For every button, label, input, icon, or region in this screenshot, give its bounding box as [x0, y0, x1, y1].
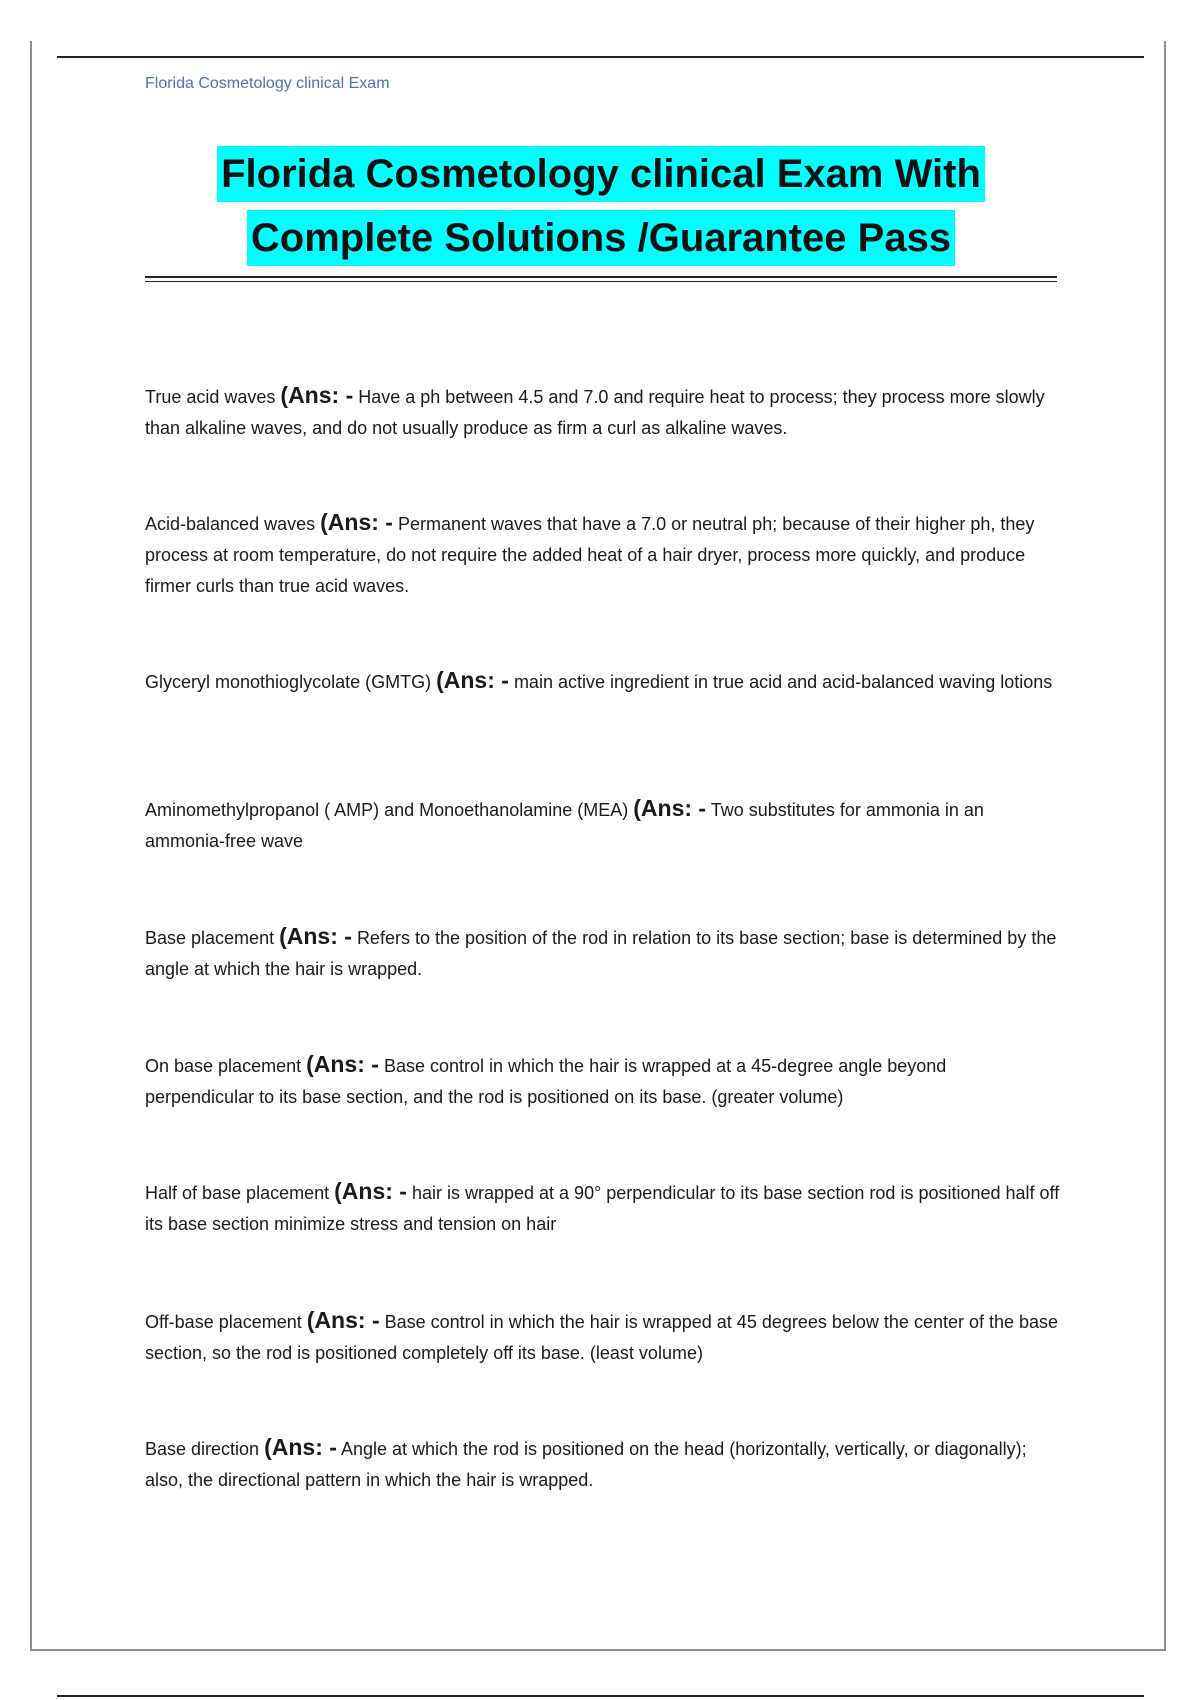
- qa-term: Half of base placement: [145, 1183, 330, 1203]
- ans-label: (Ans: -: [280, 382, 354, 408]
- top-rule: [57, 56, 1144, 58]
- qa-item: [145, 921, 1060, 1049]
- ans-label: (Ans: -: [306, 1307, 380, 1333]
- ans-label: (Ans: -: [264, 1434, 337, 1460]
- qa-term: Off-base placement: [145, 1312, 302, 1332]
- qa-term: Base direction: [145, 1439, 260, 1459]
- qa-term: True acid waves: [145, 387, 276, 407]
- qa-answer: Angle at which the rod is positioned on the head (horizontally, vertically, or diagonally); also, the directional pattern in which the hair is wrapped.: [145, 1439, 1027, 1490]
- ans-label: (Ans: -: [306, 1051, 379, 1077]
- qa-answer: Two substitutes for ammonia in an ammonia-free wave: [145, 800, 984, 851]
- qa-answer: Permanent waves that have a 7.0 or neutral ph; because of their higher ph, they process at room temperature, do not require the added heat of a hair dryer, process more quickly, and produce firmer curls than true acid waves.: [145, 514, 1035, 596]
- qa-item: [145, 793, 1060, 921]
- qa-answer: hair is wrapped at a 90° perpendicular to its base section rod is positioned half off its base section minimize stress and tension on hair: [145, 1183, 1060, 1234]
- qa-item: [145, 1049, 1060, 1176]
- ans-label: (Ans: -: [320, 509, 393, 535]
- qa-list: [145, 380, 1060, 1496]
- title-line-2: Complete Solutions /Guarantee Pass: [247, 210, 955, 266]
- title-rule: [145, 276, 1057, 282]
- qa-answer: Base control in which the hair is wrapped at a 45-degree angle beyond perpendicular to its base section, and the rod is positioned on its base. (greater volume): [145, 1056, 947, 1107]
- qa-item: [145, 380, 1060, 507]
- document-title: [145, 146, 1057, 266]
- qa-item: [145, 1305, 1060, 1432]
- ans-label: (Ans: -: [633, 795, 707, 821]
- qa-term: Base placement: [145, 928, 275, 948]
- bottom-rule: [57, 1695, 1144, 1697]
- qa-item: [145, 507, 1060, 665]
- qa-item: [145, 1176, 1060, 1305]
- qa-term: On base placement: [145, 1056, 302, 1076]
- ans-label: (Ans: -: [334, 1178, 407, 1204]
- qa-answer: main active ingredient in true acid and acid-balanced waving lotions: [513, 672, 1053, 692]
- qa-term: Glyceryl monothioglycolate (GMTG): [145, 672, 432, 692]
- qa-answer: Base control in which the hair is wrapped at 45 degrees below the center of the base section, so the rod is positioned completely off its base. (least volume): [145, 1312, 1059, 1363]
- qa-term: Aminomethylpropanol ( AMP) and Monoethanolamine (MEA): [145, 800, 629, 820]
- ans-label: (Ans: -: [436, 667, 509, 693]
- ans-label: (Ans: -: [279, 923, 352, 949]
- title-line-1: Florida Cosmetology clinical Exam With: [217, 146, 985, 202]
- qa-item: [145, 1432, 1060, 1496]
- running-header: Florida Cosmetology clinical Exam: [145, 75, 390, 92]
- qa-term: Acid-balanced waves: [145, 514, 316, 534]
- qa-item: [145, 665, 1060, 793]
- qa-answer: Have a ph between 4.5 and 7.0 and require heat to process; they process more slowly than alkaline waves, and do not usually produce as firm a curl as alkaline waves.: [145, 387, 1045, 438]
- qa-answer: Refers to the position of the rod in relation to its base section; base is determined by the angle at which the hair is wrapped.: [145, 928, 1057, 979]
